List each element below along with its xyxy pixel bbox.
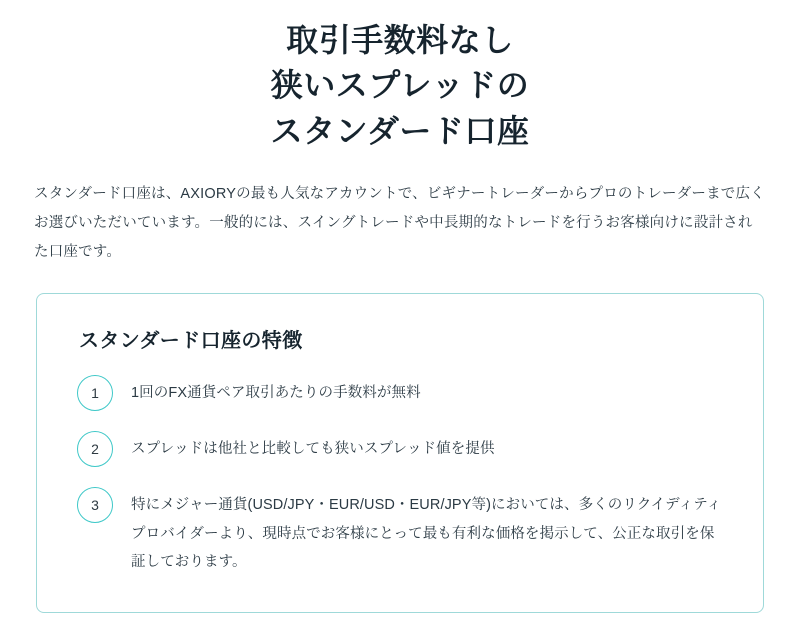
list-item (77, 487, 723, 576)
number-badge-1: 1 (77, 375, 113, 411)
list-item-text-2: スプレッドは他社と比較しても狭いスプレッド値を提供 (131, 441, 495, 458)
list-item-text-1: 1回のFX通貨ペア取引あたりの手数料が無料 (131, 385, 421, 402)
feature-card-title: スタンダード口座の特徴 (79, 330, 303, 353)
page-title-line-3: スタンダード口座 (270, 112, 530, 149)
number-badge-2: 2 (77, 431, 113, 467)
page-title-line-2: 狭いスプレッドの (270, 67, 530, 104)
list-item-text-3: 特にメジャー通貨(USD/JPY・EUR/USD・EUR/JPY等)においては、多くのリクイディティプロバイダーより、現時点でお客様にとって最も有利な価格を掲示して、公正な取引を保証しております。 (131, 497, 722, 570)
page-title (34, 18, 766, 154)
list-item (77, 375, 723, 411)
list-item (77, 431, 723, 467)
lead-paragraph: スタンダード口座は、AXIORYの最も人気なアカウントで、ビギナートレーダーからプロのトレーダーまで広くお選びいただいています。一般的には、スイングトレードや中長期的なトレードを行うお客様向けに設計された口座です。 (34, 186, 765, 261)
page-title-line-1: 取引手数料なし (286, 22, 514, 58)
number-badge-3: 3 (77, 487, 113, 523)
feature-card (36, 293, 764, 613)
